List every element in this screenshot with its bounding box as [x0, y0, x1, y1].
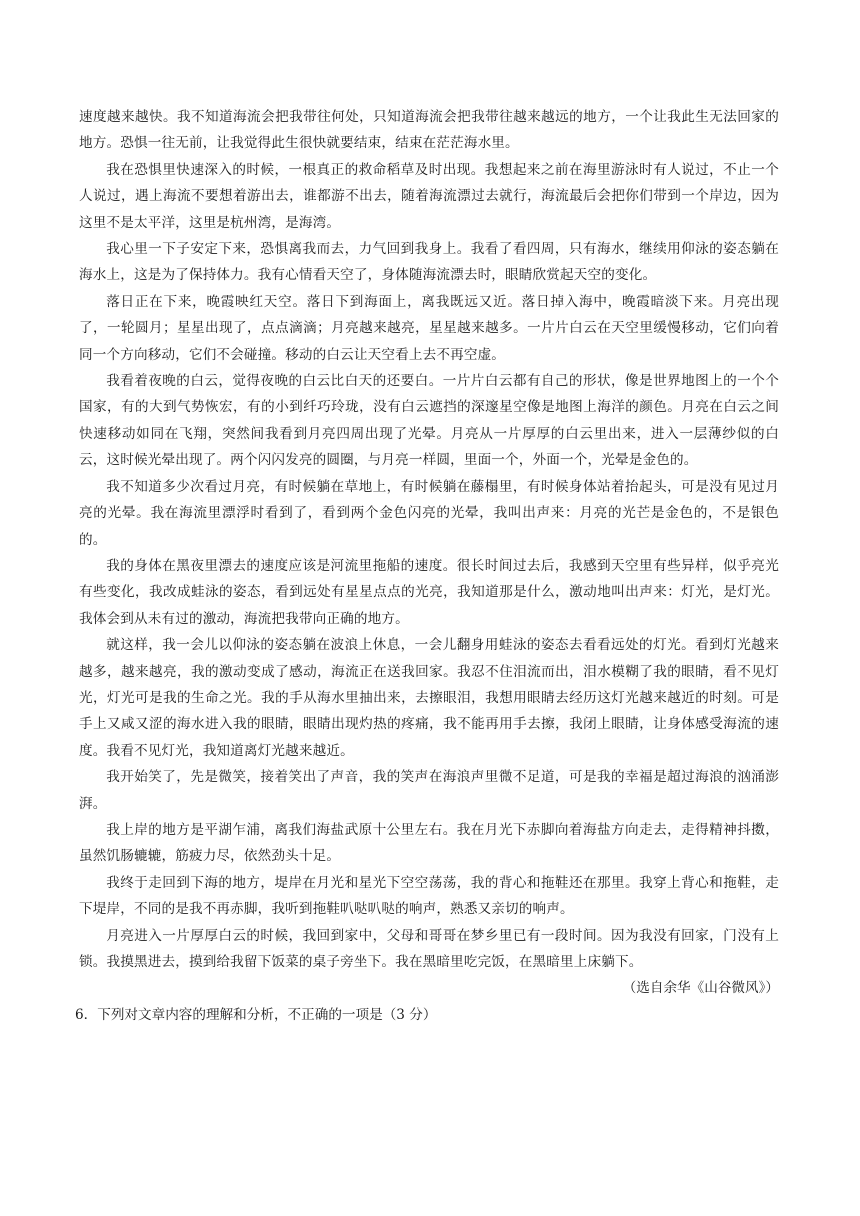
- paragraph-5: 我看着夜晚的白云，觉得夜晚的白云比白天的还要白。一片片白云都有自己的形状，像是世界地图上的一个个国家，有的大到气势恢宏，有的小到纤巧玲珑，没有白云遮挡的深邃星空像是地图上海洋的颜色。月亮在白云之间快速移动如同在飞翔，突然间我看到月亮四周出现了光晕。月亮从一片厚厚的白云里出来，进入一层薄纱似的白云，这时候光晕出现了。两个闪闪发亮的圆圈，与月亮一样圆，里面一个，外面一个，光晕是金色的。: [79, 373, 779, 469]
- paragraph-7: 我的身体在黑夜里漂去的速度应该是河流里拖船的速度。很长时间过去后，我感到天空里有些异样，似乎亮光有些变化，我改成蛙泳的姿态，看到远处有星星点点的光亮，我知道那是什么，激动地叫出声来：灯光，是灯光。我体会到从未有过的激动，海流把我带向正确的地方。: [79, 557, 779, 627]
- paragraph-6: 我不知道多少次看过月亮，有时候躺在草地上，有时候躺在藤榻里，有时候身体站着抬起头，可是没有见过月亮的光晕。我在海流里漂浮时看到了，看到两个金色闪亮的光晕，我叫出声来：月亮的光芒是金色的，不是银色的。: [79, 478, 779, 548]
- paragraph-4: 落日正在下来，晚霞映红天空。落日下到海面上，离我既远又近。落日掉入海中，晚霞暗淡下来。月亮出现了，一轮圆月；星星出现了，点点滴滴；月亮越来越亮，星星越来越多。一片片白云在天空里缓慢移动，它们向着同一个方向移动，它们不会碰撞。移动的白云让天空看上去不再空虚。: [79, 293, 779, 363]
- paragraph-8: 就这样，我一会儿以仰泳的姿态躺在波浪上休息，一会儿翻身用蛙泳的姿态去看看远处的灯光。看到灯光越来越多，越来越亮，我的激动变成了感动，海流正在送我回家。我忍不住泪流而出，泪水模糊了我的眼睛，看不见灯光，灯光可是我的生命之光。我的手从海水里抽出来，去擦眼泪，我想用眼睛去经历这灯光越来越近的时刻。可是手上又咸又涩的海水进入我的眼睛，眼睛出现灼热的疼痛，我不能再用手去擦，我闭上眼睛，让身体感受海流的速度。我看不见灯光，我知道离灯光越来越近。: [79, 637, 779, 759]
- question-6: 6．下列对文章内容的理解和分析，不正确的一项是（3 分）: [75, 1006, 437, 1023]
- paragraph-12: 月亮进入一片厚厚白云的时候，我回到家中，父母和哥哥在梦乡里已有一段时间。因为我没有回家，门没有上锁。我摸黑进去，摸到给我留下饭菜的桌子旁坐下。我在黑暗里吃完饭，在黑暗里上床躺下。: [79, 927, 779, 970]
- paragraph-2: 我在恐惧里快速深入的时候，一根真正的救命稻草及时出现。我想起来之前在海里游泳时有人说过，不止一个人说过，遇上海流不要想着游出去，谁都游不出去，随着海流漂过去就行，海流最后会把你们带到一个岸边，因为这里不是太平洋，这里是杭州湾，是海湾。: [79, 161, 779, 231]
- article-body: [75, 104, 779, 1028]
- paragraph-9: 我开始笑了，先是微笑，接着笑出了声音，我的笑声在海浪声里微不足道，可是我的幸福是超过海浪的汹涌澎湃。: [79, 769, 779, 812]
- paragraph-10: 我上岸的地方是平湖乍浦，离我们海盐武原十公里左右。我在月光下赤脚向着海盐方向走去，走得精神抖擞，虽然饥肠辘辘，筋疲力尽，依然劲头十足。: [79, 821, 779, 865]
- paragraph-11: 我终于走回到下海的地方，堤岸在月光和星光下空空荡荡，我的背心和拖鞋还在那里。我穿上背心和拖鞋，走下堤岸，不同的是我不再赤脚，我听到拖鞋叭哒叭哒的响声，熟悉又亲切的响声。: [79, 874, 779, 918]
- source-citation: （选自余华《山谷微风》）: [622, 980, 779, 997]
- paragraph-3: 我心里一下子安定下来，恐惧离我而去，力气回到我身上。我看了看四周，只有海水，继续用仰泳的姿态躺在海水上，这是为了保持体力。我有心情看天空了，身体随海流漂去时，眼睛欣赏起天空的变化。: [79, 241, 779, 284]
- paragraph-1: 速度越来越快。我不知道海流会把我带往何处，只知道海流会把我带往越来越远的地方，一个让我此生无法回家的地方。恐惧一往无前，让我觉得此生很快就要结束，结束在茫茫海水里。: [79, 109, 779, 152]
